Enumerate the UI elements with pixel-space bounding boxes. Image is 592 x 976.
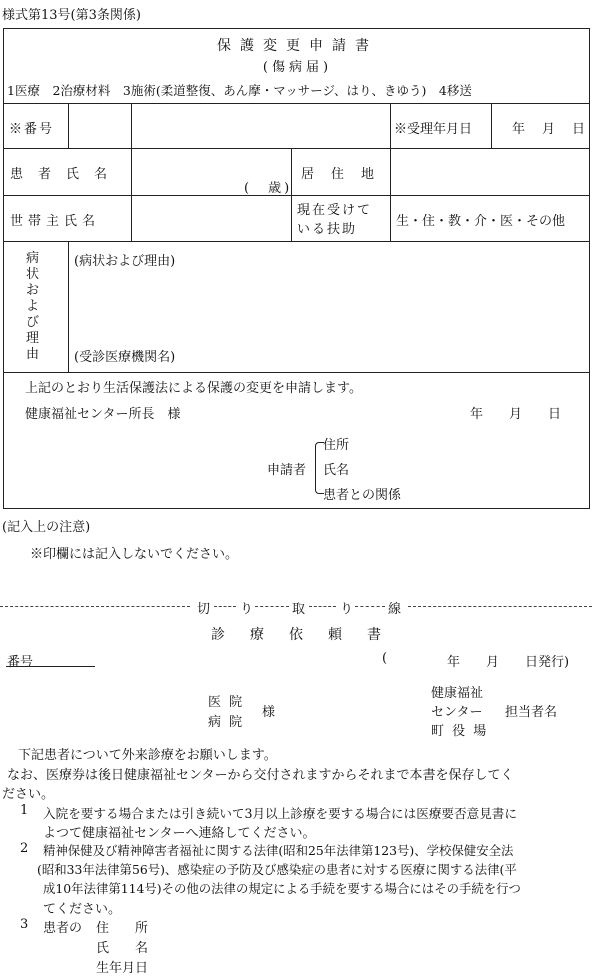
number-field[interactable] <box>132 104 389 147</box>
issue-date: 年 月 日発行) <box>447 655 570 670</box>
referral-number-label: 番号 <box>7 655 34 670</box>
intro-2b: ださい。 <box>2 787 55 802</box>
applicant-name: 氏名 <box>323 463 350 478</box>
address-field[interactable] <box>391 149 588 194</box>
item-2d: てください。 <box>43 902 122 917</box>
received-date-label: ※受理年月日 <box>394 122 473 137</box>
form-number: 様式第13号(第3条関係) <box>2 8 141 23</box>
hospital-line-1: 医 院 <box>208 695 245 710</box>
symptoms-note: (病状および理由) <box>74 254 176 269</box>
number-label: ※番号 <box>9 122 55 137</box>
hospital-line-2: 病 院 <box>208 715 245 730</box>
org-line-1: 健康福祉 <box>431 686 484 701</box>
item-2b: (昭和33年法律第56号)、感染症の予防及び感染症の患者に対する医療に関する法律(平 <box>37 862 517 877</box>
patient-address: 住 所 <box>96 921 149 936</box>
householder-label: 世帯主氏名 <box>10 214 101 229</box>
patient-name: 氏 名 <box>96 941 149 956</box>
current-aid-label: 現在受けて いる扶助 <box>297 203 373 237</box>
form-title: 保護変更申請書 <box>217 38 378 54</box>
age-label: ( 歳) <box>244 181 293 196</box>
cutline-char-5: 線 <box>388 602 402 617</box>
item-2c: 成10年法律第114号)その他の法律の規定による手続を要する場合にはその手続を行つ <box>43 881 521 896</box>
cutline-char-1: 切 <box>197 602 211 617</box>
clinic-note: (受診医療機関名) <box>74 350 176 365</box>
item-1-no: 1 <box>20 803 29 818</box>
org-line-2: センター <box>431 705 483 720</box>
notes-item: ※印欄には記入しないでください。 <box>30 547 239 562</box>
item-2-no: 2 <box>20 841 29 856</box>
aid-options: 生・住・教・介・医・その他 <box>396 214 566 229</box>
address-label: 居住地 <box>301 167 392 182</box>
cutline-left <box>0 606 190 607</box>
item-1a: 入院を要する場合または引き続いて3月以上診療を要する場合には医療要否意見書に <box>43 806 517 821</box>
referral-number-underline <box>6 666 95 667</box>
patient-birthdate: 生年月日 <box>96 961 149 976</box>
intro-1: 下記患者について外来診療をお願いします。 <box>18 748 277 763</box>
application-form <box>3 28 590 509</box>
issue-open: ( <box>382 651 388 666</box>
cutline-right <box>408 606 592 607</box>
person-in-charge: 担当者名 <box>505 705 558 720</box>
intro-2a: なお、医療券は後日健康福祉センターから交付されますからそれまで本書を保存してく <box>7 768 514 783</box>
referral-title: 診療依頼書 <box>211 627 406 643</box>
notes-heading: (記入上の注意) <box>2 520 91 535</box>
category-list: 1医療 2治療材料 3施術(柔道整復、あん摩・マッサージ、はり、きゆう) 4移送 <box>7 83 472 98</box>
item-3-label: 患者の <box>43 921 83 936</box>
addressee: 健康福祉センター所長 様 <box>25 407 181 422</box>
item-3-no: 3 <box>20 917 29 932</box>
hospital-sama: 様 <box>262 705 276 720</box>
statement: 上記のとおり生活保護法による保護の変更を申請します。 <box>25 381 362 396</box>
applicant-relation: 患者との関係 <box>323 488 402 503</box>
cutline-char-2: り <box>240 602 254 617</box>
householder-field[interactable] <box>132 196 290 240</box>
org-line-3: 町 役 場 <box>431 724 489 739</box>
application-date: 年 月 日 <box>470 407 562 422</box>
applicant-address: 住所 <box>323 438 350 453</box>
applicant-label: 申請者 <box>267 463 307 478</box>
cutline-char-3: 取 <box>292 602 306 617</box>
cutline-char-4: り <box>340 602 354 617</box>
received-date-value: 年 月 日 <box>512 122 588 137</box>
form-subtitle: (傷病届) <box>262 60 333 75</box>
item-1b: よつて健康福祉センターへ連絡してください。 <box>43 826 316 841</box>
symptoms-vertical-label: 病 状 お よ び 理 由 <box>26 251 40 362</box>
symptoms-field[interactable] <box>70 269 588 341</box>
patient-name-label: 患者氏名 <box>10 167 123 182</box>
item-2a: 精神保健及び精神障害者福祉に関する法律(昭和25年法律第123号)、学校保健安全法 <box>43 843 514 858</box>
